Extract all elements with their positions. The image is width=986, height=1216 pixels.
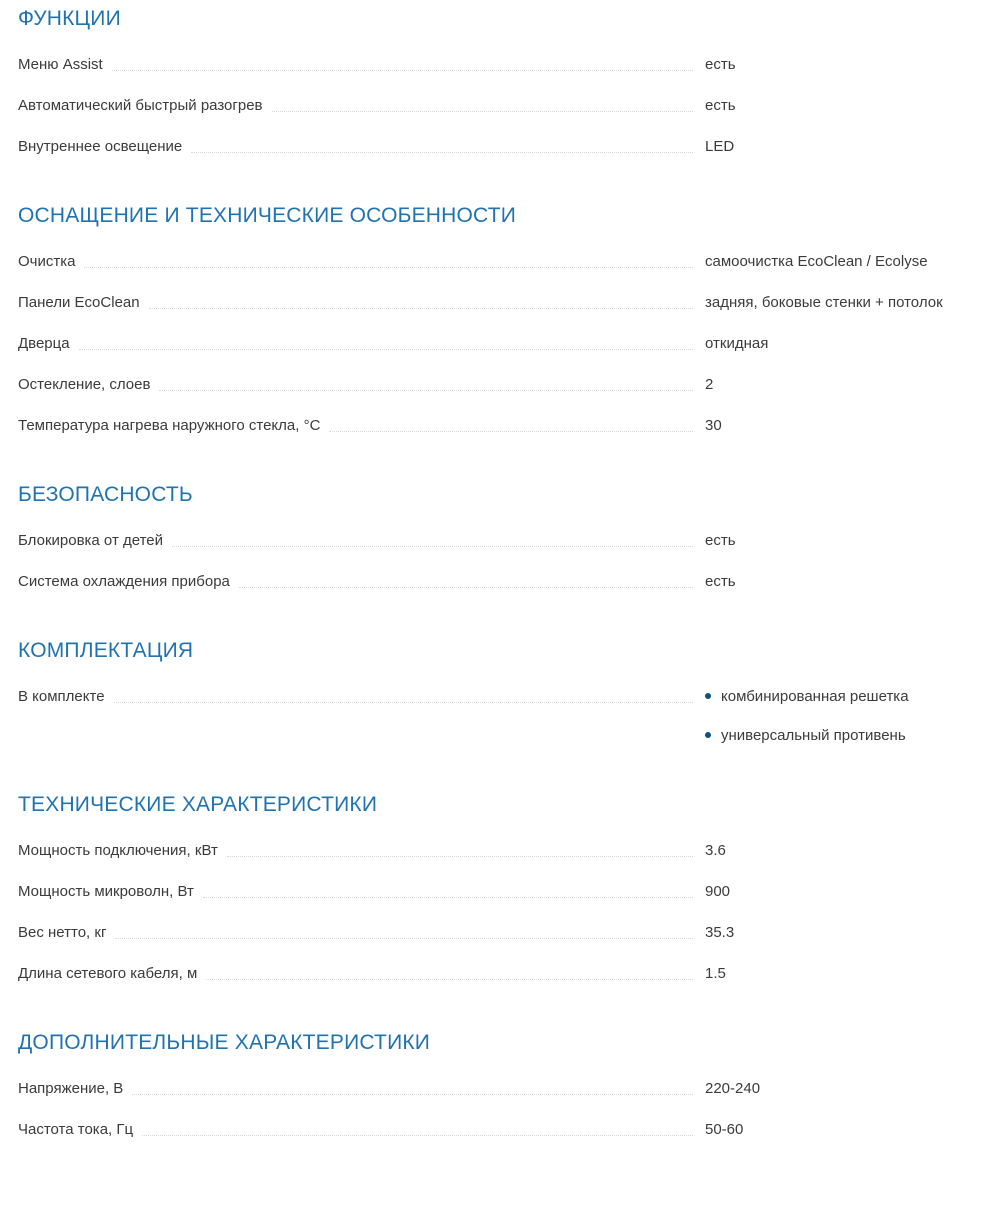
spec-label: Автоматический быстрый разогрев	[18, 97, 263, 114]
dotted-leader	[272, 97, 693, 112]
section-rows	[18, 56, 986, 155]
spec-label: Панели EcoClean	[18, 294, 140, 311]
spec-label: Очистка	[18, 253, 76, 270]
spec-values	[705, 688, 986, 744]
spec-sections	[18, 6, 986, 1138]
spec-label: Вес нетто, кг	[18, 924, 107, 941]
spec-value: 30	[705, 417, 722, 434]
spec-values	[705, 376, 986, 393]
spec-value: 50-60	[705, 1121, 744, 1138]
spec-row	[18, 688, 986, 744]
section-title: ФУНКЦИИ	[18, 7, 121, 30]
spec-row	[18, 883, 986, 900]
section-rows	[18, 688, 986, 744]
spec-value: 35.3	[705, 924, 735, 941]
spec-values	[705, 965, 986, 982]
dotted-leader	[191, 138, 693, 153]
spec-value: 1.5	[705, 965, 726, 982]
section-rows	[18, 253, 986, 434]
spec-values	[705, 883, 986, 900]
spec-row	[18, 1121, 986, 1138]
section-title: БЕЗОПАСНОСТЬ	[18, 483, 193, 506]
dotted-leader	[172, 532, 693, 547]
spec-row	[18, 138, 986, 155]
spec-values	[705, 1080, 986, 1097]
spec-value: 900	[705, 883, 731, 900]
spec-values	[705, 56, 986, 73]
spec-label: В комплекте	[18, 688, 105, 705]
dotted-leader	[329, 417, 693, 432]
spec-label: Мощность подключения, кВт	[18, 842, 218, 859]
spec-row	[18, 294, 986, 311]
dotted-leader	[114, 688, 693, 703]
spec-row	[18, 97, 986, 114]
spec-row	[18, 253, 986, 270]
spec-values	[705, 417, 986, 434]
spec-label: Блокировка от детей	[18, 532, 164, 549]
dotted-leader	[159, 376, 693, 391]
spec-label: Температура нагрева наружного стекла, °С	[18, 417, 321, 434]
dotted-leader	[132, 1080, 693, 1095]
spec-row	[18, 335, 986, 352]
spec-values	[705, 924, 986, 941]
section-rows	[18, 1080, 986, 1138]
spec-value: откидная	[705, 335, 769, 352]
spec-value: комбинированная решетка	[705, 688, 986, 705]
spec-value: 220-240	[705, 1080, 761, 1097]
spec-values	[705, 1121, 986, 1138]
spec-section	[18, 203, 986, 434]
spec-section	[18, 6, 986, 155]
spec-value: есть	[705, 573, 736, 590]
spec-section	[18, 792, 986, 982]
spec-row	[18, 842, 986, 859]
dotted-leader	[206, 965, 693, 980]
section-title: КОМПЛЕКТАЦИЯ	[18, 639, 194, 662]
dotted-leader	[142, 1121, 693, 1136]
spec-label: Внутреннее освещение	[18, 138, 183, 155]
spec-label: Частота тока, Гц	[18, 1121, 134, 1138]
dotted-leader	[227, 842, 693, 857]
spec-values	[705, 842, 986, 859]
spec-values	[705, 253, 986, 270]
spec-row	[18, 1080, 986, 1097]
spec-label: Остекление, слоев	[18, 376, 151, 393]
spec-label: Меню Assist	[18, 56, 103, 73]
spec-row	[18, 56, 986, 73]
spec-value: задняя, боковые стенки + потолок	[705, 294, 943, 311]
spec-values	[705, 138, 986, 155]
spec-section	[18, 1030, 986, 1138]
dotted-leader	[79, 335, 693, 350]
dotted-leader	[149, 294, 693, 309]
dotted-leader	[112, 56, 693, 71]
dotted-leader	[203, 883, 693, 898]
spec-label: Длина сетевого кабеля, м	[18, 965, 198, 982]
spec-section	[18, 482, 986, 590]
section-title: ОСНАЩЕНИЕ И ТЕХНИЧЕСКИЕ ОСОБЕННОСТИ	[18, 204, 517, 227]
section-title: ДОПОЛНИТЕЛЬНЫЕ ХАРАКТЕРИСТИКИ	[18, 1031, 431, 1054]
spec-values	[705, 335, 986, 352]
spec-value: 2	[705, 376, 714, 393]
spec-value: есть	[705, 56, 736, 73]
dotted-leader	[84, 253, 693, 268]
section-rows	[18, 842, 986, 982]
spec-values	[705, 294, 986, 311]
spec-values	[705, 97, 986, 114]
spec-section	[18, 638, 986, 744]
spec-value: 3.6	[705, 842, 726, 859]
spec-row	[18, 417, 986, 434]
spec-value: есть	[705, 532, 736, 549]
spec-row	[18, 376, 986, 393]
spec-row	[18, 924, 986, 941]
spec-label: Мощность микроволн, Вт	[18, 883, 194, 900]
spec-value: самоочистка EcoClean / Ecolyse	[705, 253, 928, 270]
spec-row	[18, 965, 986, 982]
spec-value: есть	[705, 97, 736, 114]
spec-values	[705, 573, 986, 590]
dotted-leader	[239, 573, 693, 588]
dotted-leader	[115, 924, 693, 939]
spec-value: универсальный противень	[705, 727, 986, 744]
section-rows	[18, 532, 986, 590]
spec-value: LED	[705, 138, 735, 155]
spec-label: Система охлаждения прибора	[18, 573, 230, 590]
section-title: ТЕХНИЧЕСКИЕ ХАРАКТЕРИСТИКИ	[18, 793, 378, 816]
spec-label: Напряжение, В	[18, 1080, 124, 1097]
spec-row	[18, 573, 986, 590]
spec-values	[705, 532, 986, 549]
spec-row	[18, 532, 986, 549]
spec-label: Дверца	[18, 335, 70, 352]
